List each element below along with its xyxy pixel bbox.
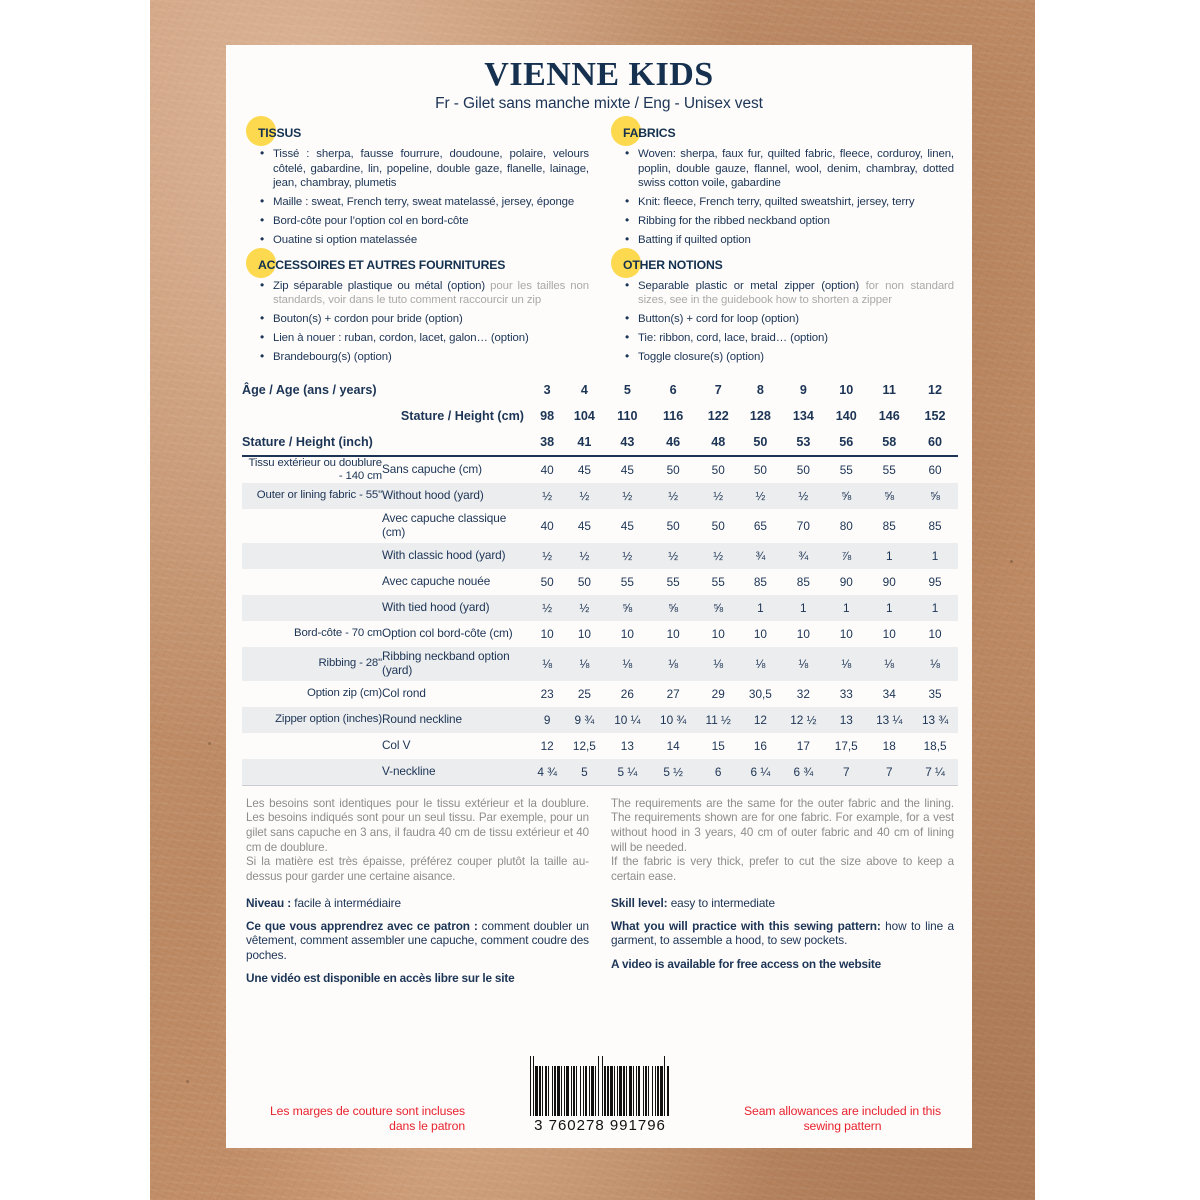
- table-header-value: 4: [580, 382, 588, 397]
- notes-columns: [226, 797, 972, 986]
- section-heading-label: FABRICS: [623, 125, 676, 140]
- table-cell-value: 34: [882, 687, 896, 702]
- table-header-value: 60: [912, 429, 958, 456]
- section-heading-fabrics: [611, 126, 954, 143]
- table-cell-value: 10: [882, 627, 896, 642]
- list-notions-en: [611, 279, 954, 365]
- table-cell-value: 50: [711, 519, 725, 534]
- table-cell-value: 10: [711, 627, 725, 642]
- table-cell-value: 50: [666, 519, 680, 534]
- table-header-value: 43: [604, 429, 650, 456]
- table-cell-value: 10 ¼: [604, 707, 650, 733]
- table-cell-value: 32: [796, 687, 810, 702]
- table-cell-value: 5 ½: [650, 759, 696, 785]
- table-cell-value: ⅛: [826, 647, 866, 681]
- table-cell-value: 18,5: [923, 739, 947, 754]
- table-header-label: Stature / Height (inch): [242, 429, 530, 456]
- table-cell-value: 33: [839, 687, 853, 702]
- table-cell-value: 25: [577, 687, 591, 702]
- measurement-chart: [226, 377, 972, 786]
- table-cell-value: 17: [796, 739, 810, 754]
- table-cell-value: 85: [928, 519, 942, 534]
- table-cell-value: 12,5: [572, 739, 596, 754]
- table-header-value: 12: [928, 382, 943, 397]
- list-item: [260, 331, 589, 346]
- note-paragraph: The requirements are the same for the outer fabric and the lining. The requirements shown are for one fabric. For example, for a vest without hood in 3 years, 40 cm of outer fabric and 40 cm of lining will be needed.: [611, 796, 954, 854]
- table-cell-value: 10: [577, 627, 591, 642]
- table-header-value: 152: [924, 408, 946, 423]
- table-cell-value: ⅝: [912, 483, 958, 509]
- section-heading-tissus: [246, 126, 589, 143]
- learn-text: [611, 919, 954, 948]
- table-row: [242, 569, 958, 595]
- table-cell-value: 10 ¾: [650, 707, 696, 733]
- table-cell-value: ⅝: [696, 595, 740, 621]
- table-header-value: 6: [669, 382, 677, 397]
- list-item: [625, 350, 954, 365]
- table-row-category: Ribbing - 28": [242, 647, 382, 681]
- table-header-value: 41: [564, 429, 604, 456]
- table-cell-value: 40: [540, 519, 554, 534]
- list-fabrics-en: [611, 147, 954, 248]
- section-heading-label: TISSUS: [258, 125, 302, 140]
- spacer: [611, 248, 954, 258]
- table-cell-value: 10: [796, 627, 810, 642]
- table-cell-value: 10: [839, 627, 853, 642]
- list-item-note: pour les tailles non standards, voir dans le tuto comment raccourcir un zip: [273, 279, 589, 307]
- list-item-text: Bord-côte pour l’option col en bord-côte: [273, 215, 469, 227]
- table-header-value: 5: [623, 382, 631, 397]
- table-cell-value: ½: [564, 543, 604, 569]
- table-row-description: With classic hood (yard): [382, 543, 530, 569]
- table-cell-value: 45: [620, 519, 634, 534]
- table-row: [242, 647, 958, 681]
- table-cell-value: 5 ¼: [604, 759, 650, 785]
- table-cell-value: ¾: [740, 543, 780, 569]
- list-item-text: Batting if quilted option: [638, 233, 751, 246]
- table-row-category: Outer or lining fabric - 55": [242, 483, 382, 509]
- table-cell-value: 55: [711, 575, 725, 590]
- section-heading-accessoires: [246, 258, 589, 275]
- table-cell-value: 35: [928, 687, 942, 702]
- table-row: [242, 456, 958, 483]
- table-header-row: [242, 403, 958, 429]
- learn-value: how to line a garment, to assemble a hood, to sew pockets.: [611, 918, 954, 948]
- table-cell-value: ⅛: [564, 647, 604, 681]
- list-item-text: Toggle closure(s) (option): [638, 350, 764, 363]
- list-item: [260, 195, 589, 210]
- table-cell-value: 65: [753, 519, 767, 534]
- page-title: VIENNE KIDS: [484, 56, 714, 93]
- table-cell-value: 10: [928, 627, 942, 642]
- table-cell-value: 10: [620, 627, 634, 642]
- table-cell-value: 50: [577, 575, 591, 590]
- list-item-text: Lien à nouer : ruban, cordon, lacet, galon… (option): [273, 332, 529, 345]
- table-cell-value: ½: [650, 483, 696, 509]
- table-cell-value: 6: [696, 759, 740, 785]
- list-fabrics-fr: [246, 147, 589, 248]
- table-header-value: 104: [573, 408, 595, 423]
- table-cell-value: ½: [696, 483, 740, 509]
- table-header-value: 46: [650, 429, 696, 456]
- table-cell-value: 5: [564, 759, 604, 785]
- table-row-description: Option col bord-côte (cm): [382, 626, 513, 641]
- table-header-label: Stature / Height (cm): [400, 408, 524, 423]
- table-cell-value: 27: [666, 687, 680, 702]
- table-header-value: 58: [866, 429, 912, 456]
- table-cell-value: ⅝: [866, 483, 912, 509]
- table-cell-value: ¾: [780, 543, 826, 569]
- section-heading-label: OTHER NOTIONS: [623, 257, 723, 272]
- list-item-text: Bouton(s) + cordon pour bride (option): [273, 313, 463, 326]
- table-header-value: 9: [799, 382, 807, 397]
- table-row-description: Col rond: [382, 686, 426, 701]
- table-cell-value: ⅝: [650, 595, 696, 621]
- table-cell-value: 12: [740, 707, 780, 733]
- table-row: [242, 543, 958, 569]
- table-cell-value: ½: [780, 483, 826, 509]
- table-cell-value: ½: [604, 543, 650, 569]
- table-header-value: 3: [543, 382, 551, 397]
- table-header-value: 8: [756, 382, 764, 397]
- table-row-category: [242, 595, 382, 621]
- table-cell-value: ⅛: [780, 647, 826, 681]
- table-cell-value: 16: [753, 739, 767, 754]
- table-row-description: Avec capuche classique (cm): [382, 511, 507, 540]
- table-cell-value: ⅛: [696, 647, 740, 681]
- table-cell-value: ½: [650, 543, 696, 569]
- table-cell-value: ⅛: [912, 647, 958, 681]
- table-cell-value: ⅝: [604, 595, 650, 621]
- list-item: [260, 312, 589, 327]
- table-cell-value: 10: [753, 627, 767, 642]
- table-header-value: 98: [540, 408, 555, 423]
- table-row-category: Bord-côte - 70 cm: [294, 627, 382, 640]
- table-cell-value: 50: [666, 462, 680, 477]
- table-cell-value: ½: [530, 543, 564, 569]
- table-row-description: Ribbing neckband option (yard): [382, 647, 530, 681]
- table-row: [242, 707, 958, 733]
- list-item-text: Knit: fleece, French terry, quilted sweatshirt, jersey, terry: [638, 196, 915, 209]
- table-cell-value: 55: [666, 575, 680, 590]
- column-english: [611, 126, 954, 365]
- table-cell-value: 13 ¾: [912, 707, 958, 733]
- table-body: [242, 377, 958, 785]
- table-cell-value: ⅞: [826, 543, 866, 569]
- video-note: A video is available for free access on the website: [611, 956, 881, 971]
- table-header-value: 134: [792, 408, 814, 423]
- list-item-text: Maille : sweat, French terry, sweat matelassé, jersey, éponge: [273, 196, 575, 209]
- table-row: [242, 681, 958, 707]
- table-cell-value: 10: [666, 627, 680, 642]
- page-subtitle: Fr - Gilet sans manche mixte / Eng - Unisex vest: [435, 94, 763, 112]
- list-item: [260, 279, 589, 309]
- notes-english: [611, 797, 954, 986]
- table-cell-value: ½: [696, 543, 740, 569]
- pattern-envelope-card: [226, 45, 972, 1148]
- list-item: [260, 147, 589, 191]
- table-row-category: Tissu extérieur ou doublure - 140 cm: [248, 456, 382, 482]
- table-row-description: With tied hood (yard): [382, 595, 530, 621]
- table-cell-value: 45: [620, 462, 634, 477]
- skill-level-label: Niveau :: [246, 895, 292, 910]
- table-row: [242, 733, 958, 759]
- table-cell-value: 30,5: [748, 687, 772, 702]
- skill-level: [611, 896, 954, 910]
- table-cell-value: ½: [564, 595, 604, 621]
- list-item: [260, 350, 589, 365]
- table-row-category: [242, 759, 382, 785]
- table-cell-value: 18: [882, 739, 896, 754]
- skill-level-label: Skill level:: [611, 895, 668, 910]
- note-paragraph: Les besoins sont identiques pour le tissu extérieur et la doublure. Les besoins indiqués sont pour un seul tissu. Par exemple, pour un gilet sans capuche en 3 ans, il faudra 40 cm de tissu extérieur et 40 cm de doublure.: [246, 796, 589, 854]
- table-cell-value: 7: [826, 759, 866, 785]
- table-header-value: 53: [780, 429, 826, 456]
- table-cell-value: 70: [796, 519, 810, 534]
- list-item: [260, 233, 589, 248]
- seam-allowance-note-fr: Les marges de couture sont incluses dans le patron: [270, 1103, 465, 1133]
- table-row-category: Zipper option (inches): [242, 707, 382, 733]
- table-cell-value: 6 ¼: [740, 759, 780, 785]
- table-header-value: 48: [696, 429, 740, 456]
- table-header-row: [242, 377, 958, 403]
- table-header-label: Âge / Age (ans / years): [242, 382, 377, 397]
- table-cell-value: 60: [928, 462, 942, 477]
- table-cell-value: 95: [928, 575, 942, 590]
- list-notions-fr: [246, 279, 589, 365]
- spacer: [246, 248, 589, 258]
- table-cell-value: 10: [540, 627, 554, 642]
- table-row: [242, 621, 958, 647]
- table-cell-value: 1: [912, 543, 958, 569]
- table-cell-value: 9 ¾: [564, 707, 604, 733]
- table-row: [242, 509, 958, 543]
- measurement-table: [242, 377, 958, 786]
- table-row-description: Without hood (yard): [382, 483, 530, 509]
- list-item: [625, 312, 954, 327]
- note-paragraph: If the fabric is very thick, prefer to cut the size above to keep a certain ease.: [611, 855, 954, 884]
- table-cell-value: 50: [711, 462, 725, 477]
- list-item: [625, 279, 954, 309]
- barcode-bars: [512, 1056, 688, 1116]
- table-cell-value: 12 ½: [780, 707, 826, 733]
- learn-label: What you will practice with this sewing pattern:: [611, 918, 881, 933]
- table-cell-value: ⅛: [530, 647, 564, 681]
- list-item-text: Zip séparable plastique ou métal (option): [273, 279, 491, 292]
- table-cell-value: 1: [826, 595, 866, 621]
- list-item-note: for non standard sizes, see in the guidebook how to shorten a zipper: [638, 279, 954, 307]
- footer: [226, 1056, 972, 1134]
- table-row-category: [242, 569, 382, 595]
- list-item-text: Ouatine si option matelassée: [273, 233, 418, 246]
- barcode-digits: 3 760278 991796: [534, 1117, 666, 1134]
- table-cell-value: 55: [839, 462, 853, 477]
- notions-columns: [226, 126, 972, 365]
- table-cell-value: 1: [912, 595, 958, 621]
- section-heading-other-notions: [611, 258, 954, 275]
- skill-level: [246, 896, 589, 910]
- learn-value: comment doubler un vêtement, comment assembler une capuche, comment coudre des poches.: [246, 918, 589, 962]
- table-row-description: V-neckline: [382, 759, 530, 785]
- table-header-value: 146: [878, 408, 900, 423]
- table-cell-value: ½: [564, 483, 604, 509]
- table-cell-value: 45: [577, 519, 591, 534]
- list-item-text: Separable plastic or metal zipper (option): [638, 279, 866, 292]
- table-cell-value: 40: [540, 462, 554, 477]
- notes-french: [246, 797, 589, 986]
- table-cell-value: 17,5: [834, 739, 858, 754]
- table-cell-value: 13: [620, 739, 634, 754]
- list-item-text: Brandebourg(s) (option): [273, 350, 392, 363]
- list-item-text: Ribbing for the ribbed neckband option: [638, 215, 830, 227]
- table-header-value: 50: [740, 429, 780, 456]
- note-paragraph: Si la matière est très épaisse, préférez couper plutôt la taille au-dessus pour garder une certaine aisance.: [246, 855, 589, 884]
- table-row-category: Option zip (cm): [307, 687, 382, 700]
- list-item: [625, 233, 954, 248]
- table-header-value: 140: [835, 408, 857, 423]
- learn-text: [246, 919, 589, 963]
- table-cell-value: 11 ½: [696, 707, 740, 733]
- section-heading-label: ACCESSOIRES ET AUTRES FOURNITURES: [258, 257, 506, 272]
- table-cell-value: 13 ¼: [866, 707, 912, 733]
- table-header-row: [242, 429, 958, 456]
- table-row-category: [242, 509, 382, 543]
- table-header-value: 128: [749, 408, 771, 423]
- skill-level-value: easy to intermediate: [667, 895, 775, 910]
- table-header-value: 38: [530, 429, 564, 456]
- table-cell-value: ½: [604, 483, 650, 509]
- table-row-category: [242, 733, 382, 759]
- table-cell-value: 50: [796, 462, 810, 477]
- table-row-description: Avec capuche nouée: [382, 574, 491, 589]
- table-cell-value: 90: [882, 575, 896, 590]
- learn-label: Ce que vous apprendrez avec ce patron :: [246, 918, 478, 933]
- table-cell-value: 85: [882, 519, 896, 534]
- table-cell-value: 80: [839, 519, 853, 534]
- table-row: [242, 483, 958, 509]
- list-item-text: Woven: sherpa, faux fur, quilted fabric, fleece, corduroy, linen, poplin, double gauze, flannel, wool, denim, chambray, dotted swiss cotton voile, gabardine: [638, 147, 954, 190]
- table-cell-value: 15: [711, 739, 725, 754]
- table-header-value: 10: [839, 382, 854, 397]
- table-cell-value: 85: [796, 575, 810, 590]
- table-cell-value: 29: [711, 687, 725, 702]
- table-row: [242, 595, 958, 621]
- table-cell-value: 1: [780, 595, 826, 621]
- table-cell-value: ⅛: [866, 647, 912, 681]
- table-cell-value: 7 ¼: [912, 759, 958, 785]
- table-cell-value: 45: [577, 462, 591, 477]
- table-cell-value: ⅛: [740, 647, 780, 681]
- table-header-value: 56: [826, 429, 866, 456]
- table-cell-value: 55: [882, 462, 896, 477]
- list-item-text: Tissé : sherpa, fausse fourrure, doudoune, polaire, velours côtelé, gabardine, lin, popeline, double gaze, flanelle, lainage, jean, chambray, plumetis: [273, 147, 589, 190]
- table-cell-value: 90: [839, 575, 853, 590]
- table-cell-value: 50: [753, 462, 767, 477]
- seam-allowance-note-en: Seam allowances are included in this sewing pattern: [744, 1103, 941, 1133]
- list-item: [625, 147, 954, 191]
- list-item: [260, 214, 589, 229]
- table-cell-value: ⅝: [826, 483, 866, 509]
- table-cell-value: ½: [530, 595, 564, 621]
- table-header-value: 11: [882, 382, 896, 397]
- table-cell-value: 1: [866, 595, 912, 621]
- list-item: [625, 195, 954, 210]
- skill-level-value: facile à intermédiaire: [291, 895, 401, 910]
- table-cell-value: 1: [740, 595, 780, 621]
- table-header-value: 116: [662, 408, 684, 423]
- table-row-description: Round neckline: [382, 707, 530, 733]
- table-cell-value: ½: [740, 483, 780, 509]
- table-cell-value: 85: [753, 575, 767, 590]
- table-cell-value: 1: [866, 543, 912, 569]
- table-cell-value: ⅛: [650, 647, 696, 681]
- table-cell-value: 14: [666, 739, 680, 754]
- table-cell-value: ½: [530, 483, 564, 509]
- table-cell-value: ⅛: [604, 647, 650, 681]
- table-cell-value: 7: [866, 759, 912, 785]
- table-row-category: [242, 543, 382, 569]
- table-cell-value: 26: [620, 687, 634, 702]
- list-item-text: Button(s) + cord for loop (option): [638, 313, 799, 326]
- barcode: [512, 1056, 688, 1134]
- table-cell-value: 23: [540, 687, 554, 702]
- video-note: Une vidéo est disponible en accès libre sur le site: [246, 971, 515, 986]
- table-header-value: 7: [714, 382, 722, 397]
- table-row-description: Sans capuche (cm): [382, 462, 482, 477]
- list-item-text: Tie: ribbon, cord, lace, braid… (option): [638, 332, 828, 345]
- table-row: [242, 759, 958, 785]
- table-row-description: Col V: [382, 738, 411, 753]
- barcode-bar: [669, 1066, 670, 1116]
- table-cell-value: 55: [620, 575, 634, 590]
- list-item: [625, 331, 954, 346]
- table-cell-value: 9: [530, 707, 564, 733]
- table-cell-value: 50: [540, 575, 554, 590]
- table-cell-value: 6 ¾: [780, 759, 826, 785]
- column-french: [246, 126, 589, 365]
- table-cell-value: 4 ¾: [530, 759, 564, 785]
- table-header-value: 110: [617, 408, 638, 423]
- table-cell-value: 12: [540, 739, 554, 754]
- table-cell-value: 13: [826, 707, 866, 733]
- table-header-value: 122: [707, 408, 729, 423]
- list-item: [625, 214, 954, 229]
